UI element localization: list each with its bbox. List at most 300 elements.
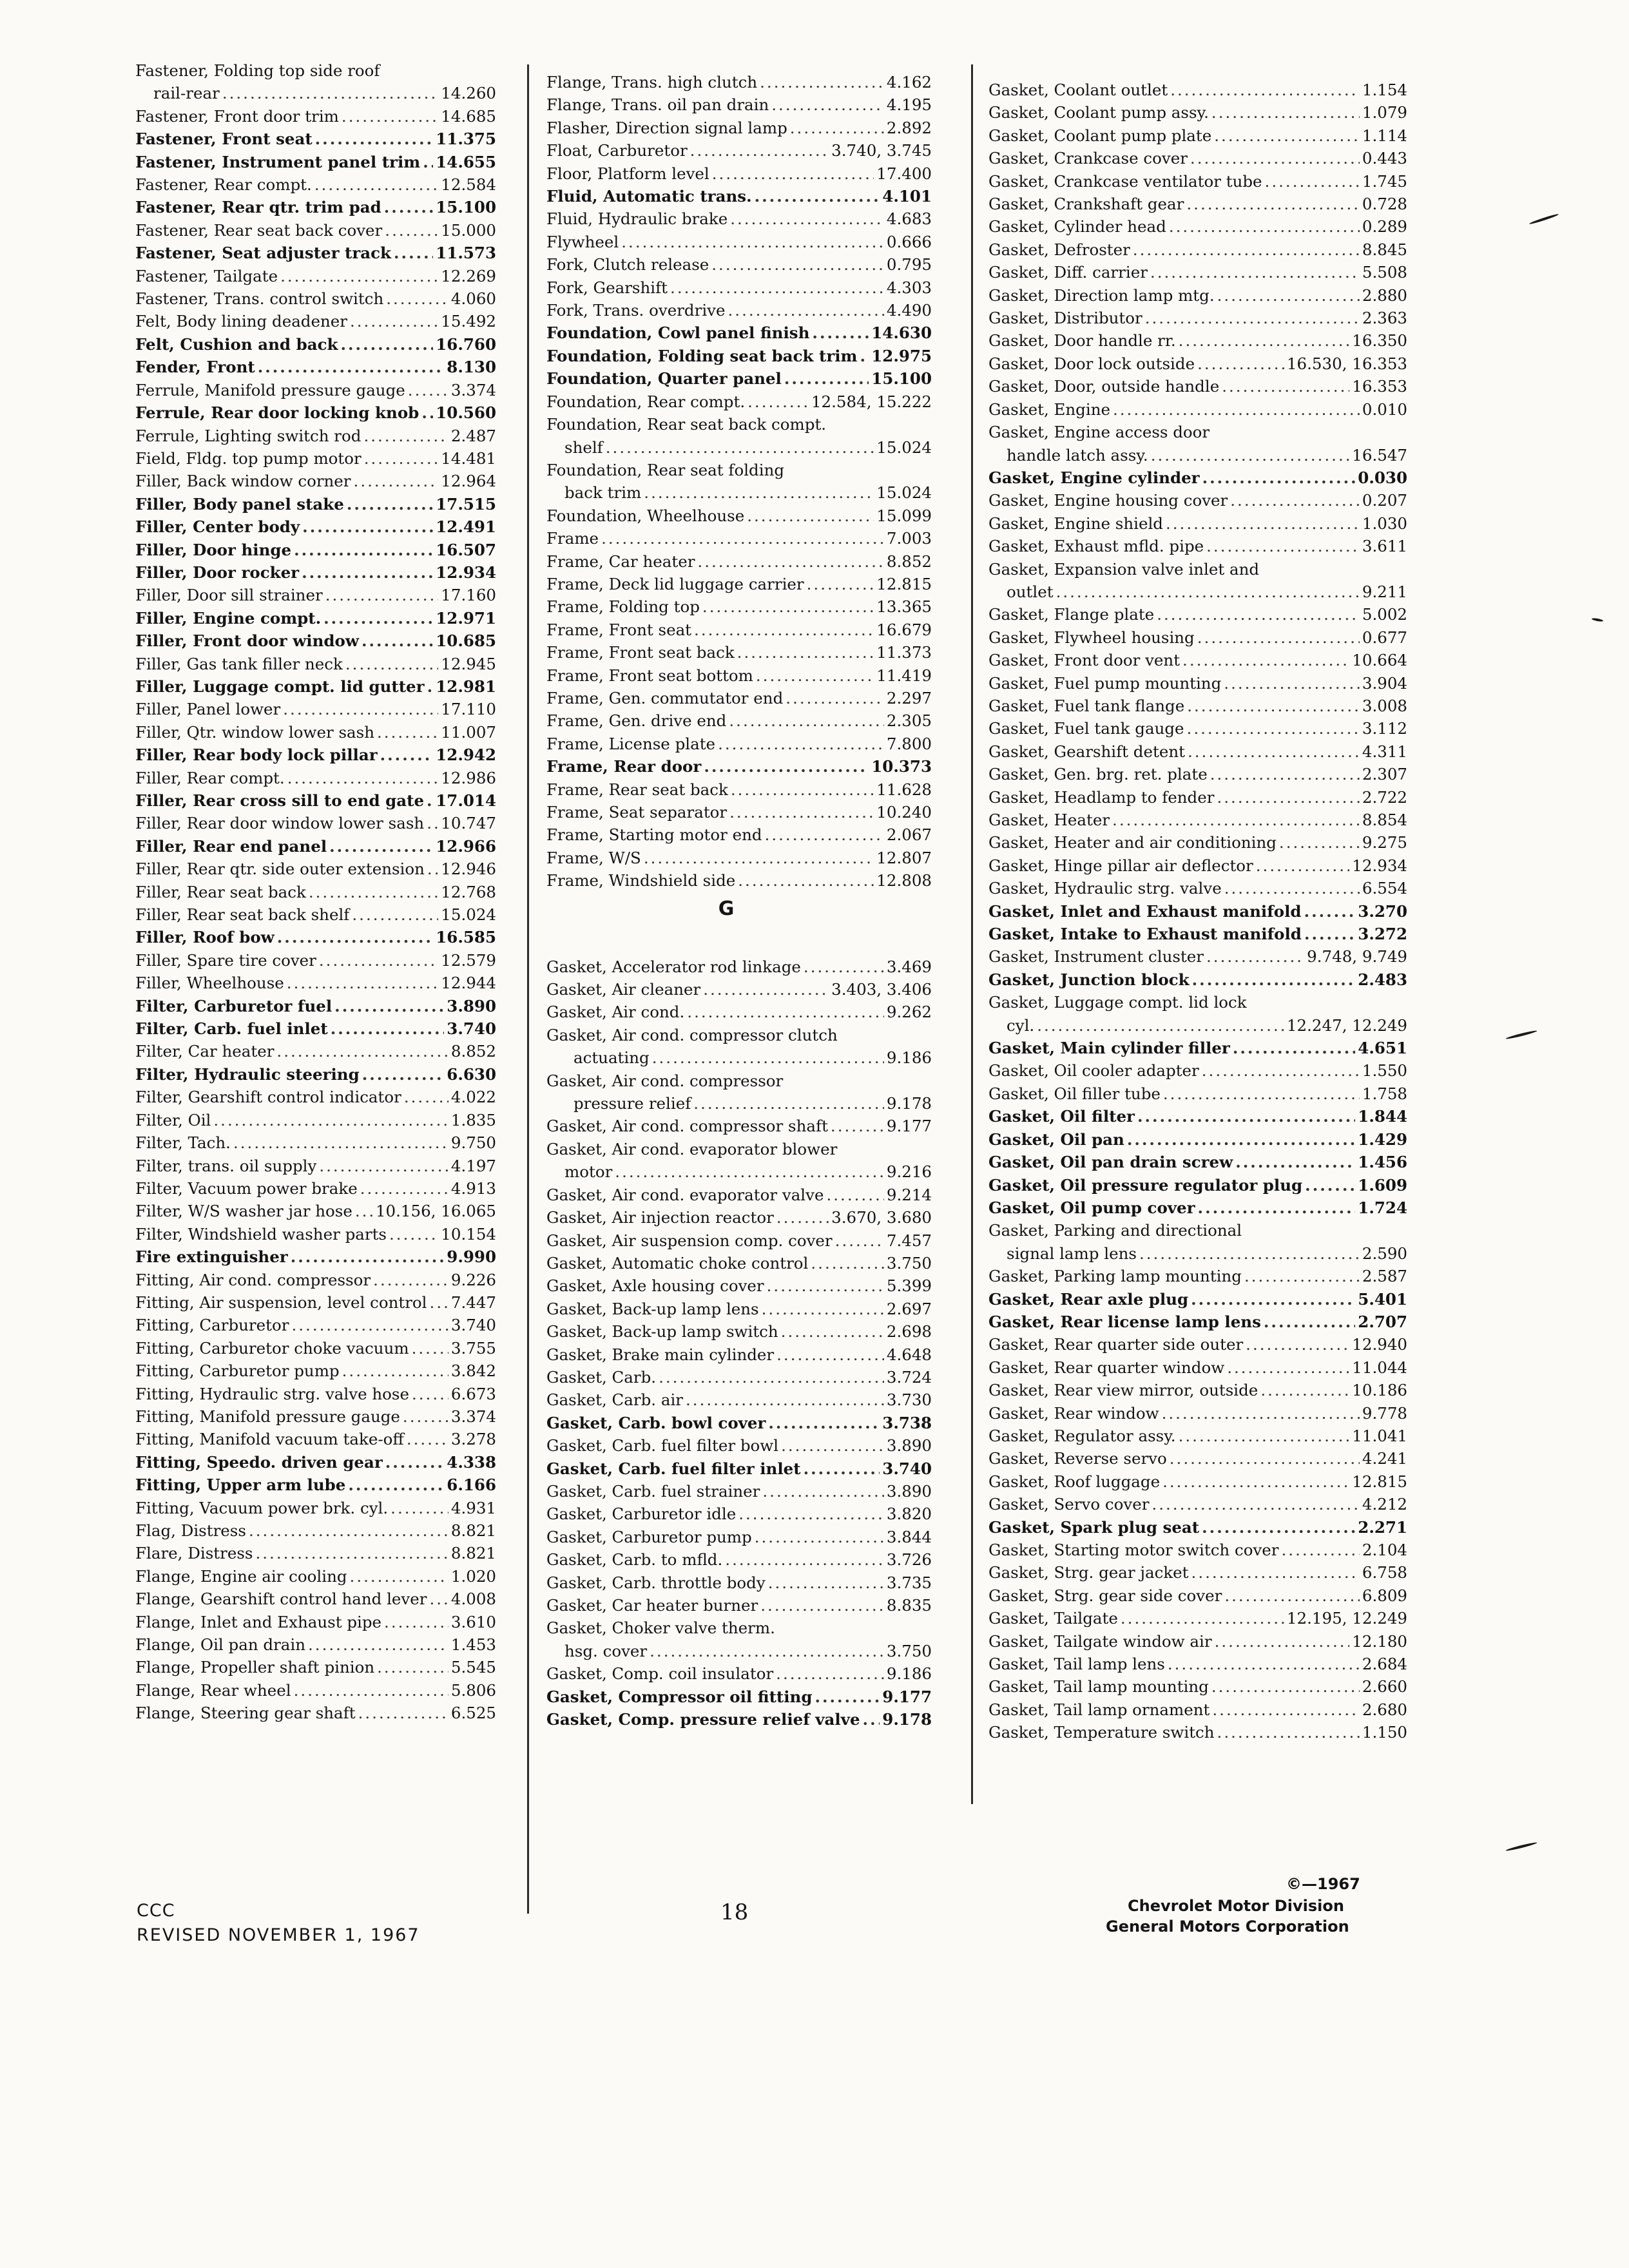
index-entry-line xyxy=(546,481,932,504)
dot-leader xyxy=(222,82,438,104)
index-entry xyxy=(988,1561,1407,1584)
dot-leader xyxy=(1182,649,1349,671)
part-name: Foundation, Cowl panel finish xyxy=(546,323,810,343)
index-entry xyxy=(135,1656,496,1678)
index-entry-line xyxy=(135,151,496,173)
index-entry xyxy=(135,1519,496,1542)
index-entry-line xyxy=(546,1366,932,1389)
index-entry-line xyxy=(135,698,496,720)
dot-leader xyxy=(334,995,444,1017)
part-name: Filter, Windshield washer parts xyxy=(135,1224,387,1244)
part-name: Fitting, Speedo. driven gear xyxy=(135,1452,383,1472)
dot-leader xyxy=(815,1686,880,1708)
dot-leader xyxy=(644,847,874,869)
dot-leader xyxy=(1211,1675,1360,1698)
dot-leader xyxy=(1152,1493,1359,1515)
index-entry-line xyxy=(988,672,1407,695)
index-entry xyxy=(546,1457,932,1480)
group-number: 11.375 xyxy=(436,130,496,149)
index-entry-line xyxy=(546,71,932,93)
dot-leader xyxy=(314,173,438,196)
index-entry-line xyxy=(135,401,496,424)
index-entry-line xyxy=(135,1497,496,1519)
index-entry-line xyxy=(988,717,1407,740)
part-name: rail-rear xyxy=(153,84,220,103)
index-entry xyxy=(135,1017,496,1040)
part-name: back trim xyxy=(564,483,642,503)
footer-revised-date: REVISED NOVEMBER 1, 1967 xyxy=(137,1925,420,1945)
dot-leader xyxy=(1187,717,1360,740)
index-entry xyxy=(135,1383,496,1405)
index-entry xyxy=(135,1542,496,1564)
index-entry-line xyxy=(546,1320,932,1343)
dot-leader xyxy=(1188,740,1360,763)
dot-leader xyxy=(1224,877,1360,899)
group-number: 6.525 xyxy=(450,1704,496,1723)
group-number: 3.270 xyxy=(1358,901,1407,921)
index-entry-line xyxy=(546,869,932,892)
dot-leader xyxy=(291,1314,448,1336)
index-entry-line xyxy=(546,139,932,162)
part-name: Fastener, Instrument panel trim xyxy=(135,152,421,171)
index-entry xyxy=(988,1105,1407,1128)
part-name: Gasket, Oil cooler adapter xyxy=(988,1061,1199,1081)
group-number: 4.648 xyxy=(886,1345,932,1364)
index-entry xyxy=(988,695,1407,717)
index-entry-line xyxy=(546,801,932,823)
dot-leader xyxy=(835,1229,884,1252)
index-entry xyxy=(546,664,932,687)
index-entry-line xyxy=(546,1115,932,1137)
index-entry xyxy=(135,1497,496,1519)
part-name: Fire extinguisher xyxy=(135,1247,288,1267)
index-entry-line xyxy=(135,607,496,629)
index-entry-line xyxy=(546,1686,932,1708)
group-number: 4.311 xyxy=(1362,742,1407,761)
index-entry-line xyxy=(135,721,496,744)
index-entry xyxy=(135,1633,496,1656)
margin-mark xyxy=(1505,1030,1537,1040)
index-entry-line xyxy=(988,1425,1407,1447)
index-entry xyxy=(988,535,1407,557)
part-name: Gasket, Main cylinder filler xyxy=(988,1039,1230,1058)
index-entry xyxy=(135,1086,496,1108)
index-entry xyxy=(546,1320,932,1343)
dot-leader xyxy=(863,1708,880,1731)
group-number: 17.160 xyxy=(441,586,496,605)
index-entry xyxy=(988,101,1407,124)
group-number: 3.670, 3.680 xyxy=(831,1208,932,1227)
part-name: Frame, Rear door xyxy=(546,757,702,776)
index-entry xyxy=(135,1131,496,1154)
index-entry xyxy=(988,1082,1407,1105)
dot-leader xyxy=(380,744,434,766)
index-entry xyxy=(135,675,496,698)
dot-leader xyxy=(1127,1128,1355,1151)
part-name: Frame, Seat separator xyxy=(546,803,728,822)
index-entry xyxy=(988,558,1407,604)
dot-leader xyxy=(747,505,874,527)
group-number: 11.373 xyxy=(876,643,932,662)
index-entry xyxy=(135,470,496,492)
group-number: 6.554 xyxy=(1362,879,1407,898)
group-number: 5.401 xyxy=(1358,1289,1407,1309)
part-name: Gasket, Flywheel housing xyxy=(988,628,1195,647)
index-entry-line xyxy=(546,1548,932,1571)
index-entry xyxy=(135,242,496,264)
part-name: Frame, Car heater xyxy=(546,552,695,571)
index-entry xyxy=(988,512,1407,535)
index-entry xyxy=(135,698,496,720)
group-number: 0.677 xyxy=(1362,628,1407,647)
part-name: Fastener, Folding top side roof xyxy=(135,61,380,80)
index-entry-line xyxy=(546,185,932,207)
index-entry xyxy=(988,1196,1407,1219)
index-entry xyxy=(546,367,932,390)
part-name: Gasket, Hinge pillar air deflector xyxy=(988,856,1253,875)
index-entry xyxy=(546,345,932,367)
index-entry xyxy=(988,170,1407,193)
dot-leader xyxy=(1214,124,1360,147)
part-name: Flange, Oil pan drain xyxy=(135,1635,305,1655)
index-entry-line xyxy=(546,1526,932,1548)
index-entry xyxy=(988,215,1407,238)
group-number: 8.821 xyxy=(450,1544,496,1563)
index-entry xyxy=(546,778,932,801)
group-number: 1.456 xyxy=(1358,1153,1407,1172)
group-number: 3.730 xyxy=(886,1390,932,1410)
group-number: 15.024 xyxy=(876,437,932,457)
dot-leader xyxy=(430,1291,448,1314)
dot-leader xyxy=(776,1662,884,1685)
part-name: Gasket, Comp. coil insulator xyxy=(546,1664,774,1684)
part-name: Fastener, Front door trim xyxy=(135,106,339,126)
index-entry xyxy=(988,809,1407,831)
index-entry-line xyxy=(988,1059,1407,1082)
group-number: 3.755 xyxy=(450,1338,496,1358)
group-number: 8.845 xyxy=(1362,240,1407,259)
index-entry xyxy=(546,1412,932,1434)
index-entry-line xyxy=(135,1337,496,1360)
index-entry xyxy=(546,1252,932,1274)
index-entry-line xyxy=(988,1128,1407,1151)
part-name: Gasket, Crankcase ventilator tube xyxy=(988,171,1262,191)
dot-leader xyxy=(255,1542,448,1564)
part-name: Gasket, Engine shield xyxy=(988,514,1163,533)
dot-leader xyxy=(427,675,434,698)
group-number: 12.815 xyxy=(876,574,932,593)
index-entry xyxy=(546,1686,932,1708)
part-name: Gasket, Luggage compt. lid lock xyxy=(988,993,1247,1012)
part-name: Gasket, Gearshift detent xyxy=(988,742,1185,761)
part-name: Gasket, Reverse servo xyxy=(988,1449,1167,1468)
index-entry xyxy=(988,603,1407,626)
dot-leader xyxy=(287,767,439,789)
index-entry xyxy=(988,854,1407,877)
group-number: 12.942 xyxy=(436,745,496,765)
dot-leader xyxy=(1224,672,1360,695)
part-name: Gasket, Headlamp to fender xyxy=(988,787,1215,807)
part-name: Fastener, Rear qtr. trim pad xyxy=(135,198,381,217)
part-name: Filter, trans. oil supply xyxy=(135,1156,317,1175)
index-entry xyxy=(988,740,1407,763)
part-name: Frame, Front seat bottom xyxy=(546,666,753,685)
part-name: Gasket, Choker valve therm. xyxy=(546,1619,775,1638)
index-entry xyxy=(135,653,496,675)
group-number: 8.821 xyxy=(450,1521,496,1540)
dot-leader xyxy=(1265,170,1360,193)
part-name: Fitting, Upper arm lube xyxy=(135,1475,346,1495)
index-entry-line xyxy=(988,877,1407,899)
index-entry xyxy=(135,1269,496,1291)
index-entry-line xyxy=(546,595,932,618)
part-name: Gasket, Brake main cylinder xyxy=(546,1345,775,1364)
group-number: 4.490 xyxy=(886,301,932,320)
group-number: 9.275 xyxy=(1362,833,1407,852)
index-entry xyxy=(988,1402,1407,1425)
part-name: Fitting, Air cond. compressor xyxy=(135,1270,371,1289)
dot-leader xyxy=(258,356,445,378)
index-entry-line xyxy=(546,1457,932,1480)
part-name: Gasket, Oil pan xyxy=(988,1129,1124,1149)
dot-leader xyxy=(804,956,884,978)
part-name: Gasket, Carb. to mfld. xyxy=(546,1550,723,1570)
index-entry xyxy=(546,117,932,139)
index-entry-line xyxy=(135,219,496,242)
dot-leader xyxy=(407,1428,448,1450)
group-number: 7.447 xyxy=(450,1293,496,1312)
dot-leader xyxy=(776,1206,829,1229)
dot-leader xyxy=(781,1320,884,1343)
index-entry xyxy=(546,1070,932,1115)
dot-leader xyxy=(694,619,874,641)
index-entry xyxy=(135,812,496,834)
group-number: 9.778 xyxy=(1362,1403,1407,1423)
part-name: Gasket, Tail lamp ornament xyxy=(988,1700,1210,1719)
index-entry xyxy=(135,721,496,744)
index-entry-line xyxy=(135,1565,496,1588)
part-name: Frame, Folding top xyxy=(546,597,700,617)
dot-leader xyxy=(1233,1037,1355,1059)
group-number: 8.852 xyxy=(886,552,932,571)
index-entry xyxy=(546,1206,932,1229)
group-number: 3.610 xyxy=(450,1612,496,1631)
group-number: 10.186 xyxy=(1352,1381,1407,1400)
index-entry-line xyxy=(546,664,932,687)
group-number: 3.842 xyxy=(450,1361,496,1381)
index-entry-line xyxy=(988,398,1407,421)
index-entry-line xyxy=(135,1040,496,1062)
index-entry xyxy=(135,401,496,424)
index-entry-line xyxy=(988,809,1407,831)
index-entry-line xyxy=(135,1451,496,1474)
index-entry xyxy=(546,93,932,116)
index-entry-line xyxy=(988,79,1407,101)
dot-leader xyxy=(1304,900,1356,923)
part-name: Fluid, Hydraulic brake xyxy=(546,209,728,229)
index-entry-line xyxy=(988,649,1407,671)
index-entry-line xyxy=(988,831,1407,854)
part-name: Gasket, Strg. gear side cover xyxy=(988,1586,1222,1605)
index-entry xyxy=(135,196,496,218)
part-name: Gasket, Engine xyxy=(988,399,1110,419)
dot-leader xyxy=(1202,466,1356,489)
index-entry xyxy=(135,1428,496,1450)
group-number: 3.738 xyxy=(882,1413,932,1432)
index-entry xyxy=(135,949,496,972)
dot-leader xyxy=(1169,215,1360,238)
group-number: 16.760 xyxy=(436,334,496,354)
part-name: Gasket, Rear license lamp lens xyxy=(988,1312,1261,1331)
dot-leader xyxy=(1202,1059,1360,1082)
part-name: Gasket, Engine cylinder xyxy=(988,468,1200,487)
part-name: Gasket, Spark plug seat xyxy=(988,1517,1200,1537)
index-entry-line xyxy=(546,956,932,978)
dot-leader xyxy=(1179,329,1350,352)
index-entry xyxy=(135,926,496,948)
dot-leader xyxy=(350,310,438,332)
group-number: 10.685 xyxy=(436,631,496,651)
dot-leader xyxy=(747,390,809,413)
group-number: 2.271 xyxy=(1358,1517,1407,1537)
part-name: Gasket, Intake to Exhaust manifold xyxy=(988,925,1302,944)
index-entry-line xyxy=(135,1063,496,1086)
part-name: Flange, Engine air cooling xyxy=(135,1566,347,1586)
index-entry-line xyxy=(988,329,1407,352)
group-number: 3.403, 3.406 xyxy=(831,980,932,999)
index-entry xyxy=(135,1063,496,1086)
group-number: 3.272 xyxy=(1358,925,1407,944)
dot-leader xyxy=(1166,512,1360,535)
index-entry-line xyxy=(988,444,1407,466)
index-entry-line xyxy=(988,1721,1407,1744)
group-number: 0.010 xyxy=(1362,399,1407,419)
part-name: Frame, Deck lid luggage carrier xyxy=(546,574,804,593)
index-entry xyxy=(546,1662,932,1685)
group-number: 1.609 xyxy=(1358,1175,1407,1195)
group-number: 0.207 xyxy=(1362,491,1407,510)
group-number: 2.487 xyxy=(450,426,496,445)
index-entry xyxy=(988,786,1407,809)
part-name: Foundation, Rear compt. xyxy=(546,392,746,411)
index-entry-line xyxy=(988,147,1407,169)
dot-leader xyxy=(1162,1470,1349,1493)
part-name: Flag, Distress xyxy=(135,1521,246,1540)
index-entry xyxy=(988,717,1407,740)
index-entry xyxy=(988,1174,1407,1196)
part-name: Gasket, Rear axle plug xyxy=(988,1289,1189,1309)
part-name: Gasket, Oil pump cover xyxy=(988,1198,1195,1217)
index-entry xyxy=(135,1588,496,1610)
index-entry xyxy=(135,493,496,515)
index-entry-line xyxy=(988,238,1407,261)
index-entry-line xyxy=(988,740,1407,763)
part-name: Filter, Vacuum power brake xyxy=(135,1178,358,1198)
part-name: Gasket, Direction lamp mtg. xyxy=(988,285,1215,305)
index-entry xyxy=(135,1040,496,1062)
dot-leader xyxy=(703,978,829,1001)
index-entry-line xyxy=(988,1105,1407,1128)
dot-leader xyxy=(1163,1082,1360,1105)
index-entry-line xyxy=(135,539,496,561)
index-entry-line xyxy=(988,1675,1407,1698)
part-name: Gasket, Defroster xyxy=(988,240,1130,259)
group-number: 12.964 xyxy=(441,472,496,491)
group-number: 3.740 xyxy=(882,1459,932,1478)
part-name: Fitting, Carburetor choke vacuum xyxy=(135,1338,409,1358)
index-entry-line xyxy=(988,1174,1407,1196)
index-entry-line xyxy=(546,93,932,116)
group-number: 1.758 xyxy=(1362,1084,1407,1103)
dot-leader xyxy=(325,584,439,606)
dot-leader xyxy=(738,1503,884,1525)
part-name: Gasket, Tailgate window air xyxy=(988,1631,1212,1651)
part-name: Frame, Front seat xyxy=(546,620,692,639)
part-name: Gasket, Coolant outlet xyxy=(988,81,1168,99)
index-entry-line xyxy=(135,744,496,766)
dot-leader xyxy=(760,71,884,93)
dot-leader xyxy=(781,1434,884,1457)
dot-leader xyxy=(687,1001,884,1023)
group-number: 1.844 xyxy=(1358,1107,1407,1126)
index-entry-line xyxy=(988,261,1407,284)
part-name: Filler, Spare tire cover xyxy=(135,950,316,970)
index-entry xyxy=(546,1708,932,1731)
dot-leader xyxy=(704,755,869,778)
dot-leader xyxy=(711,253,884,276)
index-entry-line xyxy=(135,425,496,447)
footer-code: CCC xyxy=(137,1901,175,1921)
part-name: Gasket, Carb. air xyxy=(546,1390,683,1410)
dot-leader xyxy=(1282,1539,1360,1561)
index-entry-line xyxy=(988,968,1407,991)
index-entry-line xyxy=(135,333,496,356)
index-entry xyxy=(135,1245,496,1268)
dot-leader xyxy=(812,322,869,344)
group-number: 11.007 xyxy=(441,722,496,742)
index-entry-line xyxy=(546,1412,932,1434)
index-entry-line xyxy=(135,1314,496,1336)
part-name: Flange, Trans. oil pan drain xyxy=(546,95,769,115)
group-number: 0.728 xyxy=(1362,195,1407,214)
index-entry xyxy=(546,1526,932,1548)
part-name: Gasket, Inlet and Exhaust manifold xyxy=(988,901,1302,921)
part-name: actuating xyxy=(574,1048,650,1068)
group-number: 6.758 xyxy=(1362,1563,1407,1582)
index-entry-line xyxy=(135,1360,496,1382)
index-entry-line xyxy=(988,1356,1407,1379)
dot-leader xyxy=(429,1588,448,1610)
index-entry-line xyxy=(135,926,496,948)
index-entry xyxy=(546,162,932,185)
index-entry-line xyxy=(546,413,932,436)
part-name: Fastener, Tailgate xyxy=(135,266,278,285)
index-entry-line xyxy=(135,59,496,82)
part-name: motor xyxy=(564,1162,613,1182)
part-name: Fork, Gearshift xyxy=(546,278,668,297)
dot-leader xyxy=(1113,398,1360,421)
dot-leader xyxy=(776,1343,884,1366)
index-entry xyxy=(135,356,496,378)
part-name: Fastener, Seat adjuster track xyxy=(135,244,392,263)
part-name: Gasket, Servo cover xyxy=(988,1495,1150,1514)
dot-leader xyxy=(738,869,874,892)
group-number: 16.353 xyxy=(1352,377,1407,396)
group-number: 8.852 xyxy=(450,1042,496,1061)
part-name: Flange, Propeller shaft pinion xyxy=(135,1658,375,1677)
index-entry xyxy=(988,79,1407,101)
index-entry-line xyxy=(135,903,496,926)
